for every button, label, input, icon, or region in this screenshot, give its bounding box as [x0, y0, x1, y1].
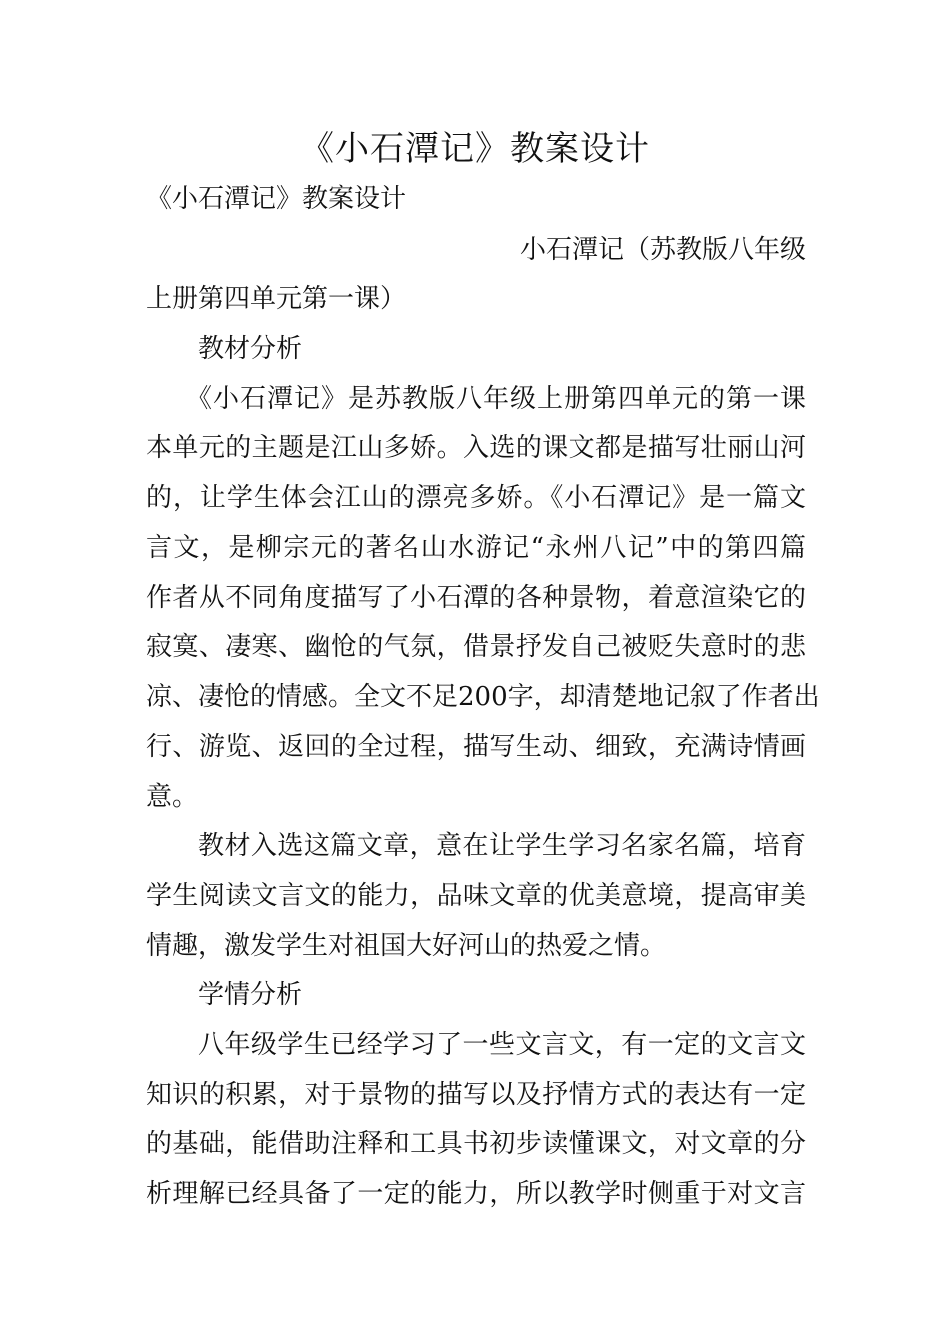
paragraph-line: 八年级学生已经学习了一些文言文，有一定的文言文 — [198, 1030, 806, 1060]
paragraph-line: 的基础，能借助注释和工具书初步读懂课文，对文章的分 — [146, 1129, 806, 1159]
source-line-2: 上册第四单元第一课） — [146, 284, 407, 314]
paragraph-line: 析理解已经具备了一定的能力，所以教学时侧重于对文言 — [146, 1179, 806, 1209]
paragraph-line: 《小石潭记》是苏教版八年级上册第四单元的第一课 — [186, 384, 806, 414]
paragraph-line: 学生阅读文言文的能力，品味文章的优美意境，提高审美 — [146, 881, 806, 911]
paragraph-line: 情趣，激发学生对祖国大好河山的热爱之情。 — [146, 931, 667, 961]
paragraph-line: 教材入选这篇文章，意在让学生学习名家名篇，培育 — [198, 831, 806, 861]
paragraph-line: 知识的积累，对于景物的描写以及抒情方式的表达有一定 — [146, 1080, 806, 1110]
paragraph-line: 意。 — [146, 782, 199, 812]
paragraph-line: 本单元的主题是江山多娇。入选的课文都是描写壮丽山河 — [146, 433, 806, 463]
section-heading-textbook-analysis: 教材分析 — [198, 334, 303, 364]
source-line-1: 小石潭记（苏教版八年级 — [520, 235, 807, 265]
paragraph-line: 言文，是柳宗元的著名山水游记“永州八记”中的第四篇 — [146, 533, 806, 563]
paragraph-line: 寂寞、凄寒、幽怆的气氛，借景抒发自己被贬失意时的悲 — [146, 632, 806, 662]
paragraph-line: 凉、凄怆的情感。全文不足200字，却清楚地记叙了作者出 — [146, 682, 820, 712]
paragraph-line: 的，让学生体会江山的漂亮多娇。《小石潭记》是一篇文 — [146, 483, 806, 513]
paragraph-line: 行、游览、返回的全过程，描写生动、细致，充满诗情画 — [146, 732, 806, 762]
document-title: 《小石潭记》教案设计 — [300, 129, 650, 169]
section-heading-learner-analysis: 学情分析 — [198, 980, 303, 1010]
paragraph-line: 作者从不同角度描写了小石潭的各种景物，着意渲染它的 — [146, 583, 806, 613]
document-subtitle: 《小石潭记》教案设计 — [146, 184, 407, 214]
